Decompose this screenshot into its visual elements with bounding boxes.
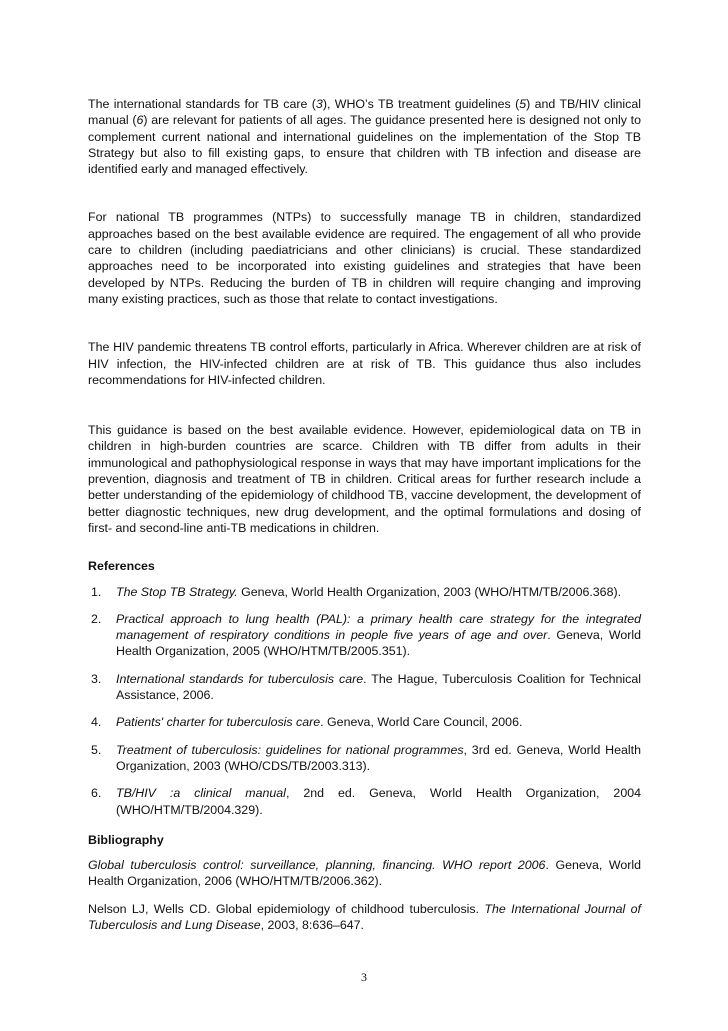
- paragraph-evidence: This guidance is based on the best available evidence. However, epidemiological data on TB in children in high-burden countries are scarce. Children with TB differ from adults in their immunological and pathophysiological response in ways that may have important implications for the prevention, diagnosis and treatment of TB in children. Critical areas for further research include a better understanding of the epidemiology of childhood TB, vaccine development, the development of better diagnostic techniques, new drug development, and the optimal formulations and dosing of first- and second-line anti-TB medications in children.: [88, 423, 641, 535]
- citation-5: 5: [519, 97, 527, 111]
- reference-item: 1. The Stop TB Strategy. Geneva, World Health Organization, 2003 (WHO/HTM/TB/2006.368).: [91, 584, 622, 599]
- page-number: 3: [361, 970, 367, 984]
- citation-6: 6: [136, 113, 144, 128]
- bibliography-item: Nelson LJ, Wells CD. Global epidemiology of childhood tuberculosis. The International Journal of Tuberculosis and Lung Disease, 2003, 8:636–647.: [88, 901, 641, 932]
- bibliography-heading: Bibliography: [88, 832, 164, 847]
- references-list: [88, 584, 641, 818]
- reference-item: 6. TB/HIV :a clinical manual, 2nd ed. Geneva, World Health Organization, 2004 (WHO/HTM/TB/2004.329).: [91, 786, 641, 817]
- citation-3: 3: [315, 97, 323, 111]
- reference-item: 5. Treatment of tuberculosis: guidelines for national programmes, 3rd ed. Geneva, World Health Organization, 2003 (WHO/CDS/TB/2003.313).: [91, 742, 641, 773]
- paragraph-standards: The international standards for TB care (3), WHO’s TB treatment guidelines (5) and TB/HIV clinical manual (6) are relevant for patients of all ages. The guidance presented here is designed not only to complement current national and international guidelines on the implementation of the Stop TB Strategy but also to fill existing gaps, to ensure that children with TB infection and disease are identified early and managed effectively.: [88, 97, 641, 177]
- reference-item: 2. Practical approach to lung health (PAL): a primary health care strategy for the integrated management of respiratory conditions in people five years of age and over. Geneva, World Health Organization, 2005 (WHO/HTM/TB/2005.351).: [91, 611, 641, 659]
- paragraph-hiv: The HIV pandemic threatens TB control efforts, particularly in Africa. Wherever children are at risk of HIV infection, the HIV-infected children are at risk of TB. This guidance thus also includes recommendations for HIV-infected children.: [88, 340, 641, 387]
- paragraph-ntps: For national TB programmes (NTPs) to successfully manage TB in children, standardized approaches based on the best available evidence are required. The engagement of all who provide care to children (including paediatricians and other clinicians) is crucial. These standardized approaches need to be incorporated into existing guidelines and strategies that have been developed by NTPs. Reducing the burden of TB in children will require changing and improving many existing practices, such as those that relate to contact investigations.: [88, 210, 641, 306]
- bibliography-item: Global tuberculosis control: surveillance, planning, financing. WHO report 2006. Geneva, World Health Organization, 2006 (WHO/HTM/TB/2006.362).: [88, 858, 641, 889]
- document-body: [88, 96, 641, 944]
- reference-item: 3. International standards for tuberculosis care. The Hague, Tuberculosis Coalition for Technical Assistance, 2006.: [91, 671, 642, 703]
- references-heading: References: [88, 559, 155, 574]
- reference-item: 4. Patients' charter for tuberculosis care. Geneva, World Care Council, 2006.: [91, 715, 523, 730]
